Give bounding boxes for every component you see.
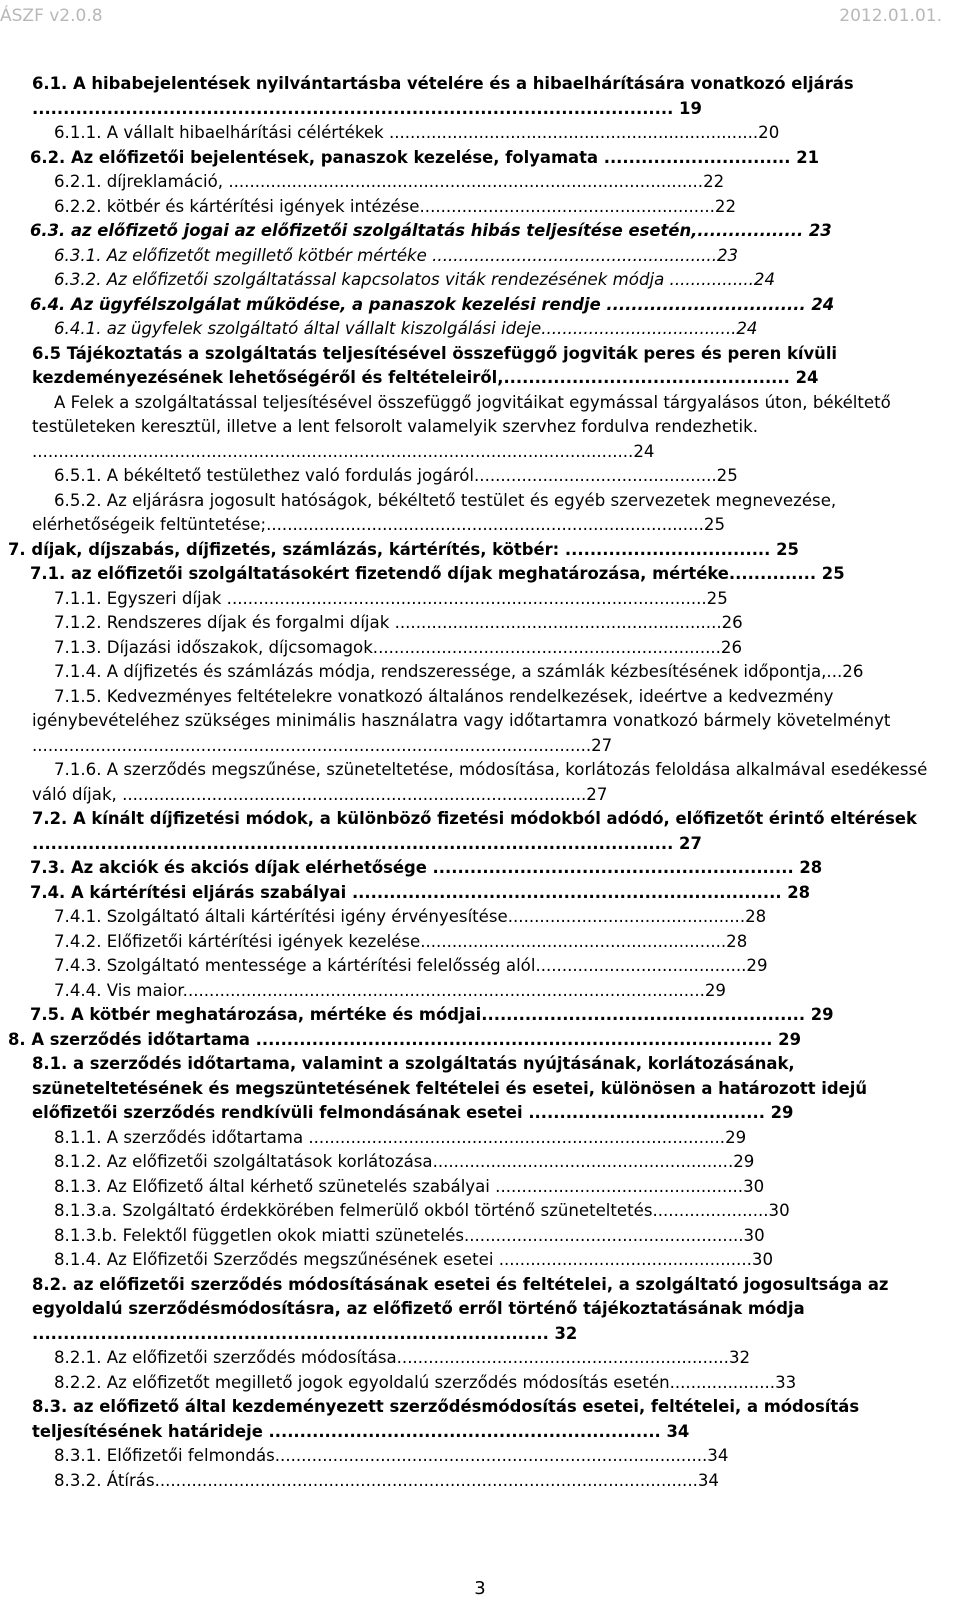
toc-entry[interactable]: 6.2.1. díjreklamáció, ..........................................................................................22	[54, 172, 725, 191]
toc-entry[interactable]: 6.5.1. A békéltető testülethez való fordulás jogáról..............................................25	[54, 466, 738, 485]
toc-entry[interactable]: 6.3.1. Az előfizetőt megillető kötbér mértéke ......................................................23	[54, 245, 739, 265]
toc-entry[interactable]: 6.1.1. A vállalt hibaelhárítási célértékek ......................................................................20	[54, 123, 780, 142]
toc-entry[interactable]: A Felek a szolgáltatással teljesítésével összefüggő jogvitáikat egymással tárgyalásos úton, békéltető testületeken keresztül, illetve a lent felsorolt valamelyik szervhez fordulva rendezhetik. ..................................................................................................................24	[32, 392, 891, 461]
toc-entry[interactable]: 8.1.2. Az előfizetői szolgáltatások korlátozása.........................................................29	[54, 1152, 755, 1171]
toc-entry[interactable]: 8.1. a szerződés időtartama, valamint a szolgáltatás nyújtásának, korlátozásának, szüneteltetésének és megszüntetésének feltételei és esetei, különösen a határozott idejű előfizetői szerződés rendkívüli felmondásának esetei ...................................... 29	[32, 1054, 867, 1122]
toc-entry[interactable]: 8.1.1. A szerződés időtartama ...............................................................................29	[54, 1127, 747, 1147]
toc-entry[interactable]: 7.4.2. Előfizetői kártérítési igények kezelése..........................................................28	[54, 931, 748, 951]
toc-entry[interactable]: 8.1.3.a. Szolgáltató érdekkörében felmerülő okból történő szüneteltetés......................30	[54, 1201, 790, 1220]
header-date: 2012.01.01.	[839, 6, 942, 26]
header-document-version: ÁSZF v2.0.8	[0, 6, 103, 26]
toc-entry[interactable]: 7.5. A kötbér meghatározása, mértéke és módjai.................................................... 29	[30, 1005, 834, 1024]
toc-entry[interactable]: 6.5.2. Az eljárásra jogosult hatóságok, békéltető testület és egyéb szervezetek megnevezése, elérhetőségeik feltüntetése;...................................................................................25	[32, 490, 837, 534]
toc-entry[interactable]: 7.2. A kínált díjfizetési módok, a különböző fizetési módokból adódó, előfizetőt érintő eltérések ....................................................................................................... 27	[32, 809, 917, 853]
toc-entry[interactable]: 7.4.4. Vis maior...................................................................................................29	[54, 980, 726, 1000]
toc-entry[interactable]: 6.2.2. kötbér és kártérítési igények intézése........................................................22	[54, 196, 737, 216]
toc-entry[interactable]: 7.4.3. Szolgáltató mentessége a kártérítési felelősség alól........................................29	[54, 956, 768, 975]
toc-entry[interactable]: 6.3. az előfizető jogai az előfizetői szolgáltatás hibás teljesítése esetén,................. 23	[30, 221, 832, 240]
toc-entry[interactable]: 7. díjak, díjszabás, díjfizetés, számlázás, kártérítés, kötbér: ................................. 25	[8, 539, 799, 559]
toc-entry[interactable]: 7.1.2. Rendszeres díjak és forgalmi díjak ..............................................................26	[54, 613, 743, 632]
toc-entry[interactable]: 8. A szerződés időtartama ................................................................................... 29	[8, 1029, 801, 1049]
toc-entry[interactable]: 8.3.1. Előfizetői felmondás..................................................................................34	[54, 1446, 729, 1465]
toc-entry[interactable]: 7.1.6. A szerződés megszűnése, szüneteltetése, módosítása, korlátozás feloldása alkalmával esedékessé váló díjak, ........................................................................................27	[32, 760, 928, 804]
toc-entry[interactable]: 7.1.5. Kedvezményes feltételekre vonatkozó általános rendelkezések, ideértve a kedvezmény igénybevételéhez szükséges minimális használatra vagy időtartamra vonatkozó bármely követelményt ..........................................................................................................27	[32, 686, 891, 755]
toc-entry[interactable]: 6.4.1. az ügyfelek szolgáltató által vállalt kiszolgálási ideje.....................................24	[54, 319, 758, 338]
toc-entry[interactable]: 6.1. A hibabejelentések nyilvántartásba vételére és a hibaelhárítására vonatkozó eljárás ....................................................................................................... 19	[32, 74, 854, 118]
toc-entry[interactable]: 8.1.3.b. Felektől független okok miatti szünetelés.....................................................30	[54, 1225, 765, 1245]
toc-entry[interactable]: 8.3. az előfizető által kezdeményezett szerződésmódosítás esetei, feltételei, a módosítás teljesítésének határideje ............................................................... 34	[32, 1397, 860, 1441]
toc-entry[interactable]: 8.1.3. Az Előfizető által kérhető szünetelés szabályai ...............................................30	[54, 1176, 765, 1196]
toc-entry[interactable]: 8.2. az előfizetői szerződés módosításának esetei és feltételei, a szolgáltató jogosultsága az egyoldalú szerződésmódosításra, az előfizető erről történő tájékoztatásának módja ................................................................................... 32	[32, 1274, 889, 1343]
page-number: 3	[474, 1578, 486, 1599]
toc-entry[interactable]: 7.1.1. Egyszeri díjak ...........................................................................................25	[54, 588, 728, 608]
toc-entry[interactable]: 7.4.1. Szolgáltató általi kártérítési igény érvényesítése.............................................28	[54, 907, 767, 926]
toc-entry[interactable]: 7.4. A kártérítési eljárás szabályai ..................................................................... 28	[30, 882, 811, 902]
toc-entry[interactable]: 8.3.2. Átírás.......................................................................................................34	[54, 1470, 719, 1490]
toc-entry[interactable]: 6.2. Az előfizetői bejelentések, panaszok kezelése, folyamata .............................. 21	[30, 147, 820, 167]
toc-entry[interactable]: 7.1.4. A díjfizetés és számlázás módja, rendszeressége, a számlák kézbesítésének időpontja,...26	[54, 662, 864, 681]
toc-entry[interactable]: 8.2.1. Az előfizetői szerződés módosítása...............................................................32	[54, 1348, 751, 1367]
table-of-contents	[0, 72, 960, 1493]
toc-entry[interactable]: 7.1. az előfizetői szolgáltatásokért fizetendő díjak meghatározása, mértéke.............. 25	[30, 564, 845, 583]
toc-entry[interactable]: 6.3.2. Az előfizetői szolgáltatással kapcsolatos viták rendezésének módja ................24	[54, 270, 776, 289]
toc-entry[interactable]: 7.1.3. Díjazási időszakok, díjcsomagok..................................................................26	[54, 637, 743, 657]
toc-entry[interactable]: 8.1.4. Az Előfizetői Szerződés megszűnésének esetei ................................................30	[54, 1250, 774, 1269]
toc-entry[interactable]: 6.4. Az ügyfélszolgálat működése, a panaszok kezelési rendje ................................ 24	[30, 294, 835, 314]
toc-entry[interactable]: 8.2.2. Az előfizetőt megillető jogok egyoldalú szerződés módosítás esetén....................33	[54, 1372, 797, 1392]
toc-entry[interactable]: 7.3. Az akciók és akciós díjak elérhetősége .......................................................... 28	[30, 858, 823, 877]
toc-entry[interactable]: 6.5 Tájékoztatás a szolgáltatás teljesítésével összefüggő jogviták peres és peren kívüli kezdeményezésének lehetőségéről és feltételeiről,.............................................. 24	[32, 343, 838, 387]
